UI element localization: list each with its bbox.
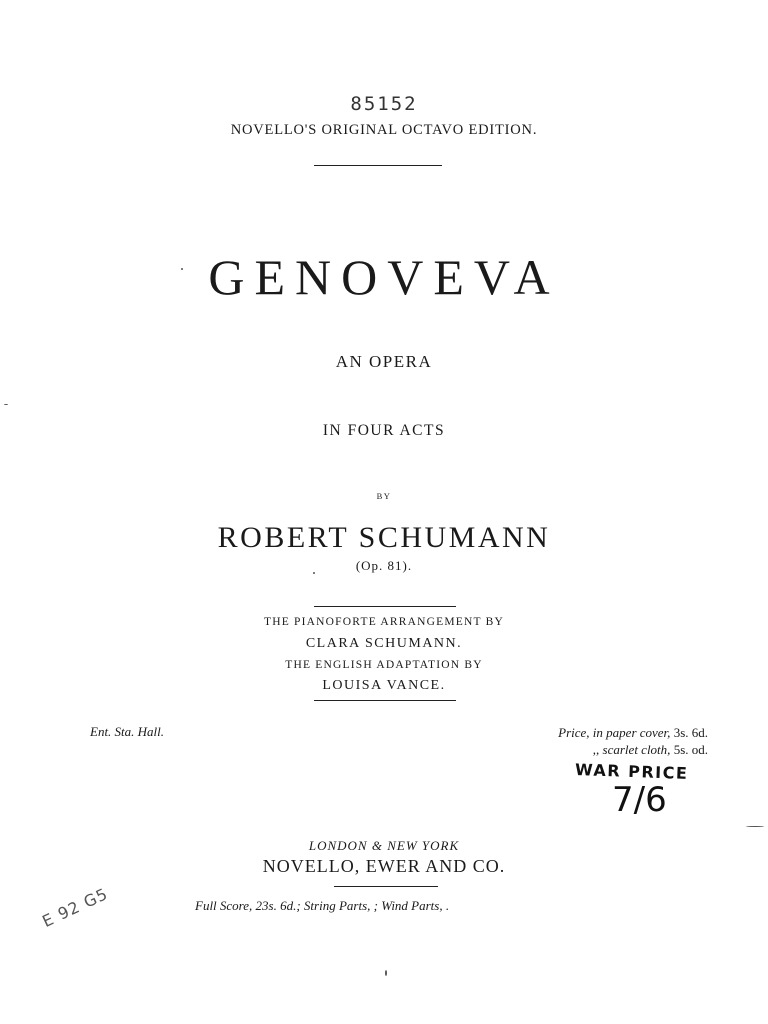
price-paper: [478, 724, 708, 741]
by-line: BY: [376, 491, 392, 501]
price-paper-value: 3s. 6d.: [673, 725, 708, 740]
subtitle: AN OPERA: [335, 352, 433, 371]
speck: [746, 826, 764, 827]
handwritten-shelfmark: E 92 G5: [39, 884, 111, 931]
divider: [314, 606, 456, 607]
page-title: GENOVEVA: [208, 249, 560, 305]
price-cloth-value: 5s. od.: [673, 742, 708, 757]
divider: [314, 165, 442, 166]
edition-line: NOVELLO'S ORIGINAL OCTAVO EDITION.: [230, 122, 538, 138]
composer-name: ROBERT SCHUMANN: [217, 521, 551, 554]
price-block: [478, 724, 708, 758]
war-price-stamp-value: 7/6: [612, 780, 667, 820]
registration-note: Ent. Sta. Hall.: [90, 724, 165, 739]
piano-arrangement-line: THE PIANOFORTE ARRANGEMENT BY: [264, 616, 504, 628]
english-adaptation-line: THE ENGLISH ADAPTATION BY: [285, 659, 483, 671]
war-price-stamp-label: WAR PRICE: [574, 760, 689, 783]
arranger-name: CLARA SCHUMANN.: [305, 636, 463, 651]
adapter-name: LOUISA VANCE.: [322, 678, 446, 693]
catalog-stamp-number: 85152: [350, 93, 418, 115]
opus-number: (Op. 81).: [355, 558, 413, 573]
speck: [4, 404, 8, 405]
acts-line: IN FOUR ACTS: [322, 422, 446, 439]
speck: [181, 268, 183, 270]
parts-price-line: Full Score, 23s. 6d.; String Parts, ; Wind Parts, .: [195, 898, 450, 913]
divider: [334, 886, 438, 887]
price-cloth-label: ,, scarlet cloth,: [592, 742, 671, 757]
divider: [314, 700, 456, 701]
publisher-name: NOVELLO, EWER AND CO.: [262, 856, 506, 876]
price-paper-label: Price, in paper cover,: [558, 725, 671, 740]
speck: [385, 970, 387, 976]
speck: [313, 572, 315, 574]
price-cloth: [478, 741, 708, 758]
publisher-city: LONDON & NEW YORK: [308, 838, 460, 853]
